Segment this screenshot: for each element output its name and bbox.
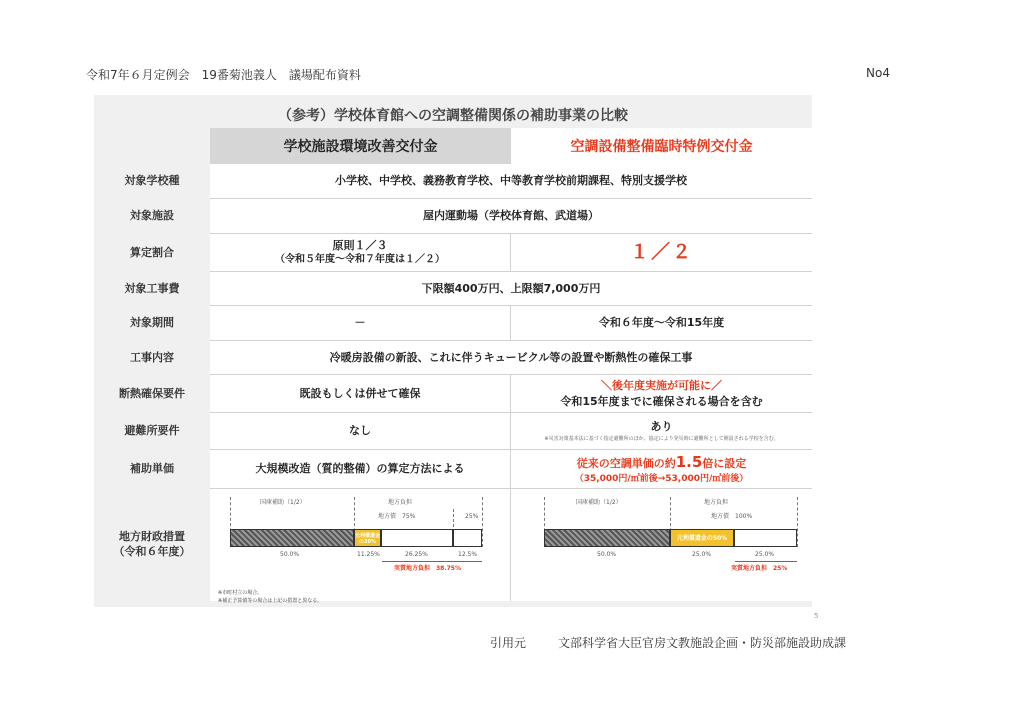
target-school-value: 小学校、中学校、義務教育学校、中等教育学校前期課程、特別支援学校 [210,164,812,199]
finance-diagram-right: 国庫補助（1/2） 地方負担 地方債 100% 元利償還金の50% 50.0% 25.0% 25.0% 実質地方負担 25% [511,489,812,601]
row-label: 避難所要件 [124,424,180,438]
cost-value: 下限額400万円、上限額7,000万円 [210,272,812,306]
table-row [94,164,812,199]
table-row [94,413,812,450]
table-row [94,341,812,375]
content-value: 冷暖房設備の新設、これに伴うキュービクル等の設置や断熱性の確保工事 [210,341,812,375]
slide-page-number: 5 [814,612,819,620]
source-citation [490,634,846,651]
row-label: 対象学校種 [124,174,180,188]
table-row [94,375,812,413]
row-label: 工事内容 [130,350,174,364]
source-value: 文部科学省大臣官房文教施設企画・防災部施設助成課 [558,636,847,650]
insulation-left: 既設もしくは併せて確保 [210,375,511,413]
table-header-row [94,128,812,164]
comparison-table [94,128,812,604]
finance-left [210,489,511,601]
row-label: 対象施設 [130,209,174,223]
local-bond-bar [381,529,453,547]
shelter-left: なし [210,413,511,450]
national-subsidy-bar [544,529,670,547]
shelter-footnote: ※災害対策基本法に基づく指定避難所のほか、協定により発災時に避難所として開設される学校を含む。 [544,436,779,443]
column-header-aircon-special: 空調設備整備臨時特例交付金 [511,128,812,164]
unit-price-left: 大規模改造（質的整備）の算定方法による [210,450,511,489]
ratio-left: 原則１／３ （令和５年度～令和７年度は１／２） [210,234,511,272]
other-bar [453,529,482,547]
debt-service-bar: 元利償還金の50% [670,529,734,547]
period-left: － [210,306,511,341]
insulation-note: ＼後年度実施が可能に／ [601,379,722,393]
finance-row [94,489,812,604]
row-label: 断熱確保要件 [119,386,185,400]
document-number: No4 [866,66,890,80]
table-row [94,306,812,341]
comparison-slide [94,95,812,607]
table-row [94,199,812,234]
row-label: 対象工事費 [124,281,180,295]
finance-diagram-left: 国庫補助（1/2） 地方負担 地方債 75% 25% 元利償還金の30% 50.0% 11.25% 26.25% 12.5% 実質地方負担 38.75% [210,489,510,601]
actual-local-burden-left: 実質地方負担 38.75% [394,565,461,572]
table-row [94,450,812,489]
column-header-school-facility: 学校施設環境改善交付金 [210,128,511,164]
unit-price-right: 従来の空調単価の約1.5倍に設定 （35,000円/㎡前後→53,000円/㎡前後） [511,450,812,489]
source-label: 引用元 [490,636,527,650]
document-header: 令和7年６月定例会 19番菊池義人 議場配布資料 [86,68,361,82]
finance-right [511,489,812,601]
debt-service-bar: 元利償還金の30% [354,529,381,547]
row-label: 補助単価 [130,462,174,476]
national-subsidy-bar [230,529,354,547]
period-right: 令和６年度～令和15年度 [511,306,812,341]
ratio-right: １／２ [511,234,812,272]
facility-value: 屋内運動場（学校体育館、武道場） [210,199,812,234]
local-burden-bar [734,529,797,547]
table-row [94,234,812,272]
row-label: 地方財政措置 （令和６年度） [113,530,191,558]
insulation-right: ＼後年度実施が可能に／ 令和15年度までに確保される場合を含む [511,375,812,413]
finance-notes: ※市町村立の場合。 ※補正予算債等の場合は上記の措置と異なる。 [218,590,323,604]
actual-local-burden-right: 実質地方負担 25% [731,565,788,572]
table-row [94,272,812,306]
row-label: 算定割合 [130,245,174,259]
slide-title: （参考）学校体育館への空調整備関係の補助事業の比較 [278,108,628,124]
shelter-right: あり ※災害対策基本法に基づく指定避難所のほか、協定により発災時に避難所として開設される学校を含む。 [511,413,812,450]
row-label: 対象期間 [130,316,174,330]
